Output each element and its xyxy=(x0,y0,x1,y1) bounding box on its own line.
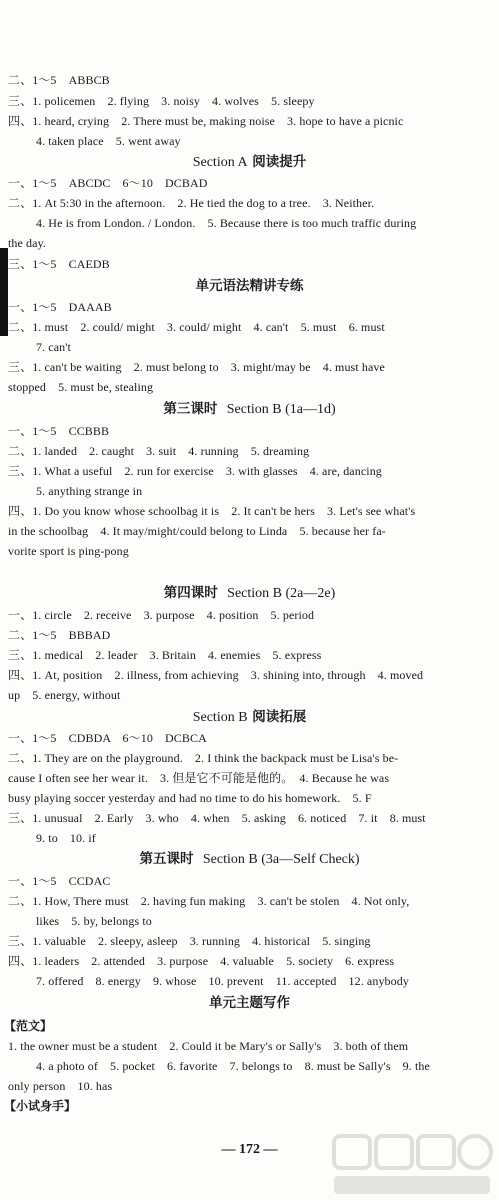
answer-line: the day. xyxy=(8,236,47,250)
answer-line: 9. to 10. if xyxy=(36,831,96,845)
answer-line: 二、1～5 ABBCB xyxy=(8,73,110,87)
answer-line: 三、1. What a useful 2. run for exercise 3. with glasses 4. are, dancing xyxy=(8,464,382,478)
answer-line: 三、1. policemen 2. flying 3. noisy 4. wolves 5. sleepy xyxy=(8,94,315,108)
answer-line: 7. offered 8. energy 9. whose 10. prevent 11. accepted 12. anybody xyxy=(36,974,409,988)
answer-line: busy playing soccer yesterday and had no time to do his homework. 5. F xyxy=(8,791,372,805)
answer-line: in the schoolbag 4. It may/might/could belong to Linda 5. because her fa- xyxy=(8,524,386,538)
section-heading: 单元主题写作 xyxy=(209,995,290,1011)
model-essay-label: 【范文】 xyxy=(4,1019,53,1033)
practice-label: 【小试身手】 xyxy=(4,1099,77,1113)
page-number: — 172 — xyxy=(221,1142,278,1157)
answer-line: 四、1. Do you know whose schoolbag it is 2. It can't be hers 3. Let's see what's xyxy=(8,504,416,518)
section-heading: Section B 阅读拓展 xyxy=(192,709,307,725)
answer-line: 7. can't xyxy=(36,340,71,354)
answer-line: 一、1～5 CCBBB xyxy=(8,424,110,438)
answer-line: 4. taken place 5. went away xyxy=(36,134,181,148)
answer-line: 三、1. can't be waiting 2. must belong to 3. might/may be 4. must have xyxy=(8,360,385,374)
section-heading: 第四课时 Section B (2a—2e) xyxy=(163,585,336,601)
answer-line: likes 5. by, belongs to xyxy=(36,914,152,928)
answer-line: 二、1. At 5:30 in the afternoon. 2. He tied the dog to a tree. 3. Neither. xyxy=(8,196,375,210)
answer-line: 三、1. unusual 2. Early 3. who 4. when 5. asking 6. noticed 7. it 8. must xyxy=(8,811,426,825)
answer-line: cause I often see her wear it. 3. 但是它不可能是他的。 4. Because he was xyxy=(8,771,390,785)
section-heading: 第三课时 Section B (1a—1d) xyxy=(163,401,336,417)
answer-line: 四、1. leaders 2. attended 3. purpose 4. valuable 5. society 6. express xyxy=(8,954,395,968)
answer-line: only person 10. has xyxy=(8,1079,113,1093)
answer-line: 四、1. heard, crying 2. There must be, making noise 3. hope to have a picnic xyxy=(8,114,404,128)
answer-line: 一、1～5 CCDAC xyxy=(8,874,111,888)
answer-line: 三、1. medical 2. leader 3. Britain 4. enemies 5. express xyxy=(8,648,322,662)
answer-line: 一、1. circle 2. receive 3. purpose 4. position 5. period xyxy=(8,608,315,622)
answer-line: 一、1～5 CDBDA 6～10 DCBCA xyxy=(8,731,207,745)
answer-line: 5. anything strange in xyxy=(36,484,143,498)
answer-line: 四、1. At, position 2. illness, from achieving 3. shining into, through 4. moved xyxy=(8,668,424,682)
answer-line: 三、1～5 CAEDB xyxy=(8,257,110,271)
answer-line: 1. the owner must be a student 2. Could it be Mary's or Sally's 3. both of them xyxy=(8,1039,409,1053)
answer-line: 三、1. valuable 2. sleepy, asleep 3. running 4. historical 5. singing xyxy=(8,934,371,948)
watermark-logo-icon xyxy=(330,1130,495,1198)
answer-line: 二、1. How, There must 2. having fun making 3. can't be stolen 4. Not only, xyxy=(8,894,410,908)
section-heading: Section A 阅读提升 xyxy=(192,154,307,170)
answer-line: 二、1. They are on the playground. 2. I think the backpack must be Lisa's be- xyxy=(8,751,399,765)
answer-line: 4. He is from London. / London. 5. Because there is too much traffic during xyxy=(36,216,417,230)
answer-line: 一、1～5 DAAAB xyxy=(8,300,112,314)
answer-line: up 5. energy, without xyxy=(8,688,121,702)
answer-line: 4. a photo of 5. pocket 6. favorite 7. belongs to 8. must be Sally's 9. the xyxy=(36,1059,430,1073)
answer-line: vorite sport is ping-pong xyxy=(8,544,129,558)
answer-line: 二、1. landed 2. caught 3. suit 4. running 5. dreaming xyxy=(8,444,310,458)
answer-line: 一、1～5 ABCDC 6～10 DCBAD xyxy=(8,176,208,190)
answer-line: stopped 5. must be, stealing xyxy=(8,380,154,394)
section-heading: 第五课时 Section B (3a—Self Check) xyxy=(139,851,360,867)
answer-line: 二、1. must 2. could/ might 3. could/ might 4. can't 5. must 6. must xyxy=(8,320,385,334)
section-heading: 单元语法精讲专练 xyxy=(195,278,304,294)
answer-line: 二、1～5 BBBAD xyxy=(8,628,111,642)
